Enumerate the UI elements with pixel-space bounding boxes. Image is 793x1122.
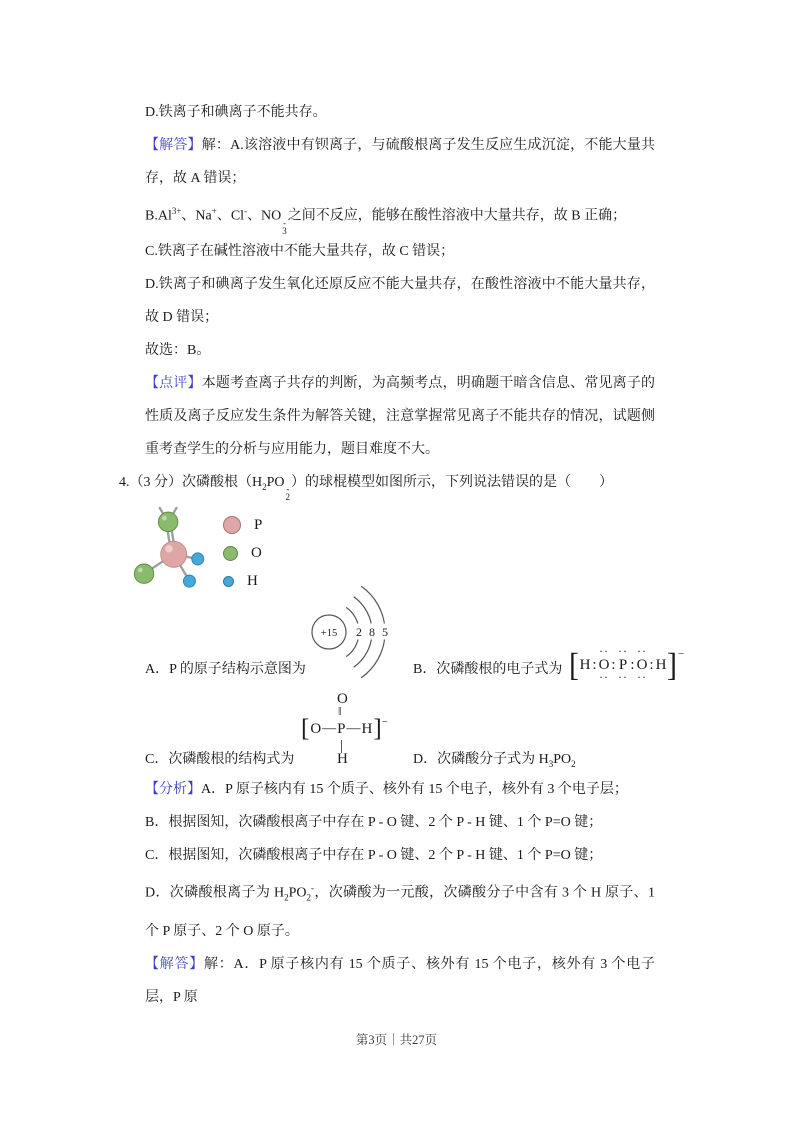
lone-pair-dots: ·· [618, 670, 628, 685]
options-ab-row [145, 644, 685, 686]
analysis-label: 【分析】 [145, 782, 201, 798]
q3-answer-b-line: $B.Al^{3+}$、Na+、Cl-、NO - 3 之间不反应，能够在酸性溶液中大量共存，故 B 正确； [145, 206, 627, 236]
lone-pair-dots: ·· [637, 670, 647, 685]
shell-electron-count: 8 [369, 625, 375, 640]
eform-bond: : [630, 657, 635, 674]
legend-row-oxygen [223, 539, 262, 567]
shell-electron-count: 2 [356, 625, 362, 640]
right-bracket: ] [373, 715, 382, 743]
eform-bond: : [592, 657, 597, 674]
phosphorus-swatch [223, 516, 241, 534]
q4-analysis-d-line: D．次磷酸根离子为 $H_2PO_2^-$，次磷酸为一元酸，次磷酸分子中含有 3 个 H 原子、1 个 P 原子、2 个 O 原子。 [145, 883, 655, 939]
q4-stem: 4.（3 分）次磷酸根（$H_2PO$ - 2 ）的球棍模型如图所示，下列说法错误的是（ ） [119, 474, 614, 502]
sf-left-oxygen: O [310, 720, 322, 737]
shell-electron-count: 5 [382, 625, 388, 640]
q4-analysis-c-line: C．根据图知，次磷酸根离子中存在 P - O 键、2 个 P - H 键、1 个 P=O 键； [145, 848, 603, 864]
option-a-text: A．P 的原子结构示意图为 [145, 662, 306, 678]
sf-single-bond: — [322, 721, 337, 737]
sf-single-bond: — [346, 721, 361, 737]
eform-atom: H [655, 657, 667, 674]
q4-figure [145, 503, 685, 773]
eform-atom: ·· O ·· [598, 644, 610, 685]
q3-conclusion: 故选：B。 [145, 342, 211, 358]
page-footer: 第3页｜共27页 [355, 1033, 438, 1047]
oxygen-swatch [223, 546, 238, 561]
charge-sign: − [381, 716, 388, 729]
q3-answer-c-line: C.铁离子在碱性溶液中不能大量共存，故 C 错误； [145, 243, 455, 259]
hydrogen-swatch [223, 576, 234, 587]
electron-formula [569, 644, 685, 685]
left-bracket: [ [301, 715, 310, 743]
lone-pair-dots: ·· [599, 670, 609, 685]
q4-analysis-a-text: A．P 原子核内有 15 个质子、核外有 15 个电子，核外有 3 个电子层； [201, 782, 628, 798]
phosphorus-atom [161, 542, 187, 568]
sf-top-oxygen: O [337, 691, 348, 708]
q4-analysis-b-line: B．根据图知，次磷酸根离子中存在 P - O 键、2 个 P - H 键、1 个 P=O 键； [145, 815, 603, 831]
legend-row-phosphorus [223, 511, 262, 539]
highlight [165, 545, 172, 552]
nucleus-charge: +15 [320, 628, 338, 640]
answer-label: 【解答】 [145, 956, 205, 972]
q3-answer-d-line: D.铁离子和碘离子发生氧化还原反应不能大量共存，在酸性溶液中不能大量共存，故 D 错误； [145, 276, 655, 325]
highlight [162, 516, 167, 521]
highlight [138, 568, 143, 573]
q4-answer-a-text: 解：A．P 原子核内有 15 个质子、核外有 15 个电子，核外有 3 个电子层，P 原 [145, 956, 655, 1005]
eform-bond: : [649, 657, 654, 674]
oxygen-atom [134, 564, 153, 583]
sf-right-hydrogen: H [361, 720, 373, 737]
lone-pair-dots: ·· [637, 644, 647, 659]
q4-answer-paragraph [145, 948, 655, 1014]
options-cd-row [145, 743, 655, 776]
ball-and-stick-model [132, 505, 220, 598]
eform-atom: ·· O ·· [636, 644, 648, 685]
sf-bottom-hydrogen: H [337, 751, 348, 768]
q3-option-d-line: D.铁离子和碘离子不能共存。 [145, 105, 327, 120]
q3-answer-paragraph [145, 129, 655, 195]
option-c-text: C．次磷酸根的结构式为 [145, 752, 295, 768]
option-d-text: D．次磷酸分子式为 $H_3PO_2$ [413, 752, 576, 770]
hydrogen-atom [183, 576, 195, 588]
q3-review-paragraph [145, 367, 655, 466]
hydrogen-atom [192, 553, 204, 565]
sf-vertical-bond: | [340, 738, 344, 755]
sf-double-bond: ‖ [338, 704, 342, 719]
review-label: 【点评】 [145, 375, 202, 391]
right-bracket: ] [667, 647, 677, 684]
eform-atom: ·· P ·· [618, 644, 628, 685]
left-bracket: [ [569, 647, 579, 684]
sf-main-row [301, 717, 388, 741]
eform-atom: H [579, 657, 591, 674]
model-legend [223, 511, 262, 595]
charge-sign: − [678, 647, 685, 660]
sf-phosphorus: P [337, 720, 346, 737]
q3-review-text: 本题考查离子共存的判断，为高频考点，明确题干暗含信息、常见离子的性质及离子反应发生条件为解答关键，注意掌握常见离子不能共存的情况，试题侧重考查学生的分析与应用能力，题目难度不大。 [145, 375, 655, 457]
lone-pair-dots: ·· [618, 644, 628, 659]
q4-analysis-paragraph [145, 773, 655, 806]
legend-label-p: P [254, 516, 263, 533]
lone-pair-dots: ·· [599, 644, 609, 659]
oxygen-atom [158, 513, 177, 532]
legend-label-h: H [247, 572, 258, 589]
answer-label: 【解答】 [145, 138, 202, 153]
legend-label-o: O [251, 544, 262, 561]
eform-bond: : [611, 657, 616, 674]
option-b-text: B．次磷酸根的电子式为 [413, 662, 563, 678]
legend-row-hydrogen [223, 567, 262, 595]
q3-answer-a-text: 解：A.该溶液中有钡离子，与硫酸根离子发生反应生成沉淀，不能大量共存，故 A 错误； [145, 138, 656, 186]
